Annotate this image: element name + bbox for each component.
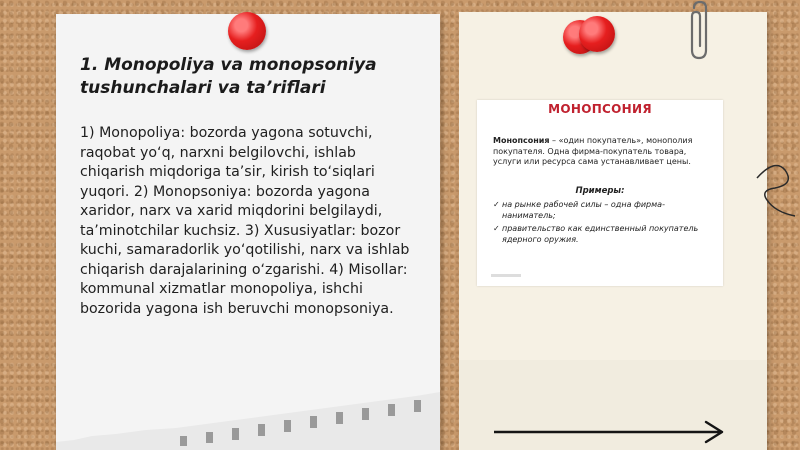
slide-examples-heading: Примеры: — [575, 186, 625, 196]
left-note-card — [56, 14, 440, 450]
slide-definition — [493, 136, 707, 168]
torn-edge-decoration — [56, 390, 440, 450]
list-item-text: на рынке рабочей силы – одна фирма-наниматель; — [502, 200, 665, 220]
arrow-right-icon — [494, 420, 726, 444]
push-pin-icon — [228, 12, 266, 50]
slide-footer-mark — [491, 274, 521, 277]
check-icon: ✓ — [493, 224, 500, 233]
list-item — [493, 224, 707, 245]
slide-term: Монопсония — [493, 136, 550, 145]
note-body: 1) Monopoliya: bozorda yagona sotuvchi, raqobat yo‘q, narxni belgilovchi, ishlab chiqarish miqdoriga ta’sir, kirish to‘siqlari yuqori. 2) Monopsoniya: bozorda yagona xaridor, narx va xarid miqdorini belgilaydi, ta’minotchilar kuchsiz. 3) Xususiyatlar: bozor kuchi, samaradorlik yo‘qotilishi, narx va ishlab chiqarish darajalarining o‘zgarishi. 4) Misollar: kommunal xizmatlar monopoliya, ishchi bozorida yagona ish beruvchi monopsoniya. — [80, 125, 410, 317]
slide-title: МОНОПСОНИЯ — [548, 102, 652, 116]
push-pin-icon — [579, 16, 615, 52]
check-icon: ✓ — [493, 200, 500, 209]
list-item-text: правительство как единственный покупатель ядерного оружия. — [502, 224, 699, 244]
list-item — [493, 200, 707, 221]
slide-examples-list — [493, 200, 707, 248]
slide-thumbnail — [477, 100, 723, 286]
paperclip-icon — [684, 0, 714, 62]
slide-definition-text: – «один покупатель», монополия покупателя. Одна фирма-покупатель товара, услуги или ресурса сама устанавливает цены. — [493, 136, 693, 166]
curl-doodle-decoration — [755, 158, 800, 218]
note-title: 1. Monopoliya va monopsoniya tushunchalari va ta’riflari — [80, 55, 377, 98]
